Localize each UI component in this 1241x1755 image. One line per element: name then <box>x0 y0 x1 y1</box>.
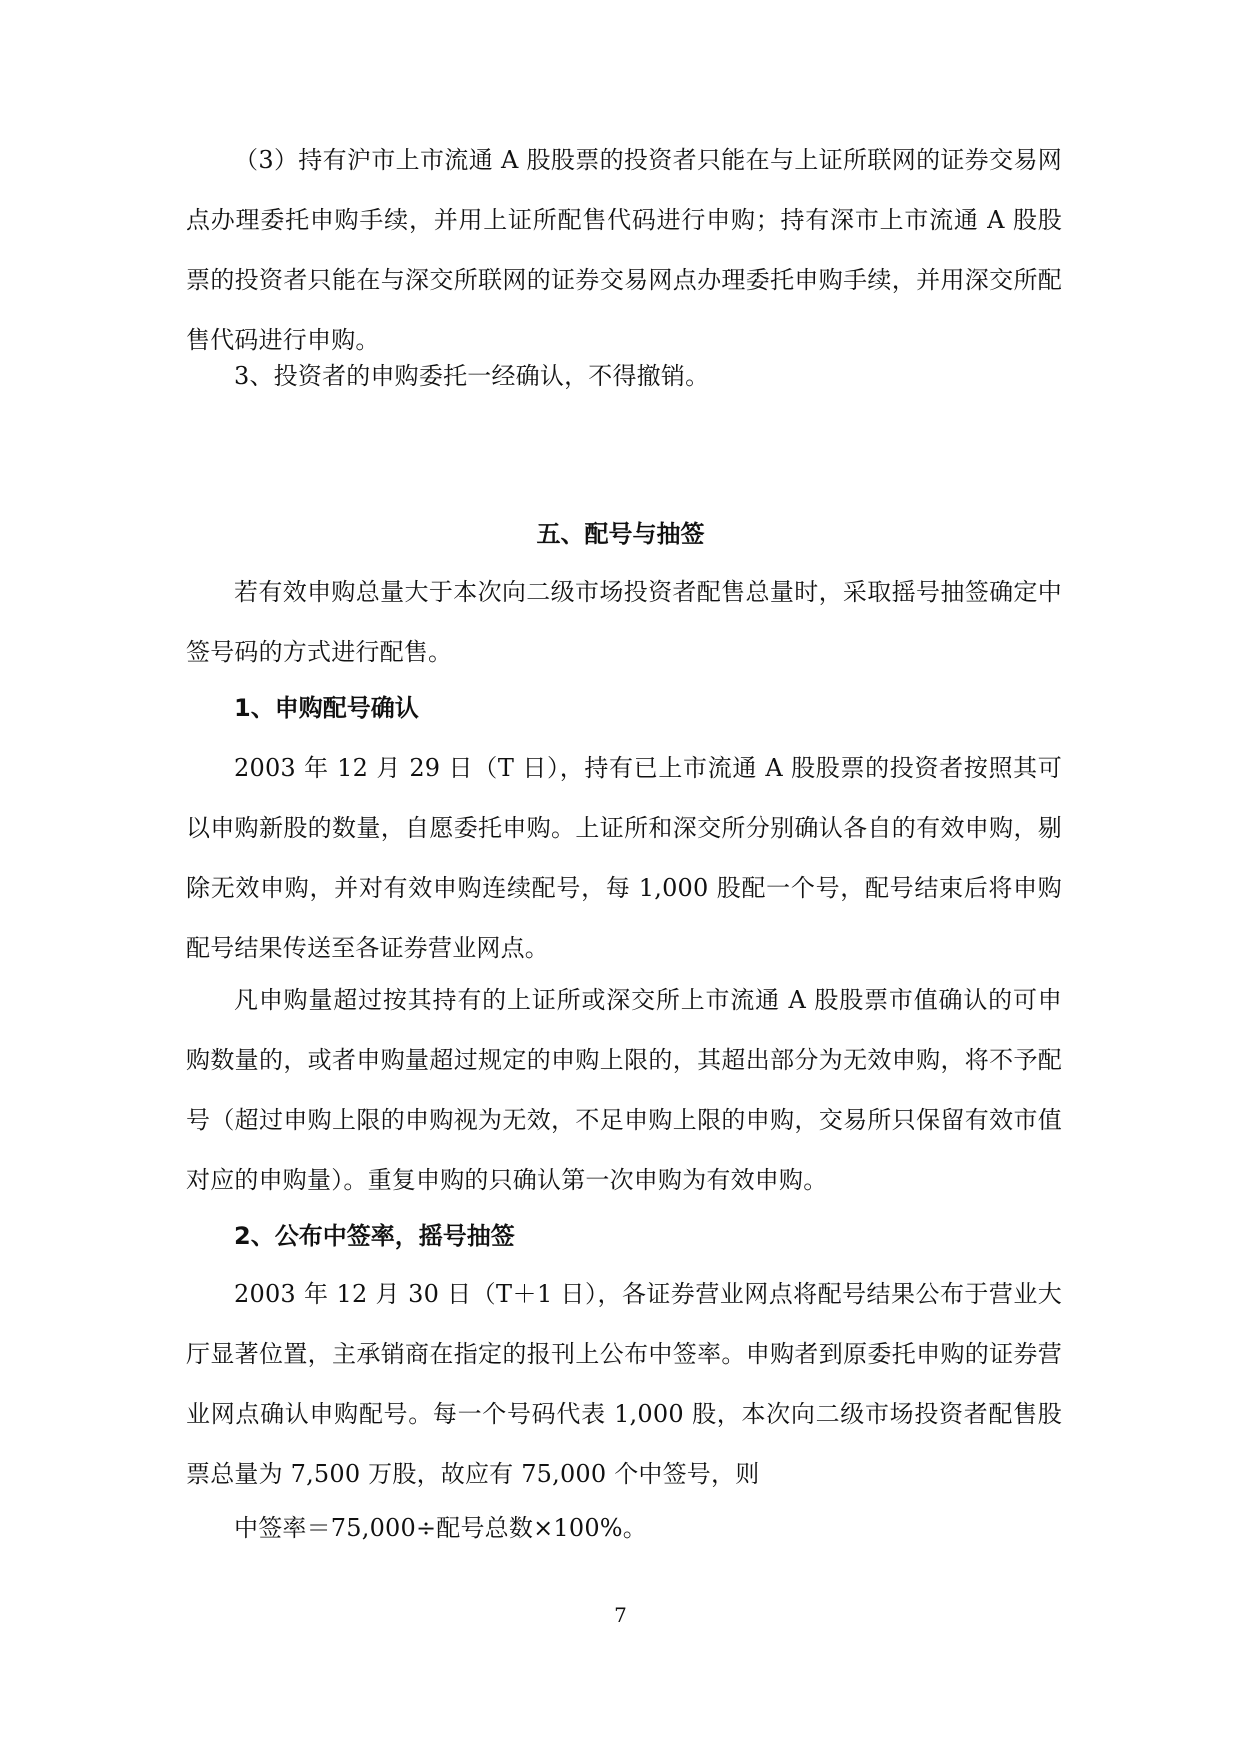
paragraph-allotment-process: 2003 年 12 月 29 日（T 日），持有已上市流通 A 股股票的投资者按照其可以申购新股的数量，自愿委托申购。上证所和深交所分别确认各自的有效申购，剔除无效申购，并对有效申购连续配号，每 1,000 股配一个号，配号结束后将申购配号结果传送至各证券营业网点。 <box>186 754 1062 962</box>
paragraph-subscription-channels: （3）持有沪市上市流通 A 股股票的投资者只能在与上证所联网的证券交易网点办理委托申购手续，并用上证所配售代码进行申购；持有深市上市流通 A 股股票的投资者只能在与深交所联网的证券交易网点办理委托申购手续，并用深交所配售代码进行申购。 <box>186 146 1062 354</box>
subheading-allotment-confirmation: 1、申购配号确认 <box>234 694 419 722</box>
paragraph-invalid-subscription: 凡申购量超过按其持有的上证所或深交所上市流通 A 股股票市值确认的可申购数量的，或者申购量超过规定的申购上限的，其超出部分为无效申购，将不予配号（超过申购上限的申购视为无效，不足申购上限的申购，交易所只保留有效市值对应的申购量）。重复申购的只确认第一次申购为有效申购。 <box>186 986 1062 1194</box>
paragraph-winning-rate-formula: 中签率＝75,000÷配号总数×100%。 <box>234 1514 648 1542</box>
section-title: 五、配号与抽签 <box>536 520 705 548</box>
subheading-winning-rate: 2、公布中签率，摇号抽签 <box>234 1222 515 1250</box>
paragraph-lottery-intro: 若有效申购总量大于本次向二级市场投资者配售总量时，采取摇号抽签确定中签号码的方式进行配售。 <box>186 578 1062 666</box>
page-number: 7 <box>614 1603 627 1627</box>
paragraph-winning-rate-announcement: 2003 年 12 月 30 日（T＋1 日），各证券营业网点将配号结果公布于营业大厅显著位置，主承销商在指定的报刊上公布中签率。申购者到原委托申购的证券营业网点确认申购配号。每一个号码代表 1,000 股，本次向二级市场投资者配售股票总量为 7,500 万股，故应有 75,000 个中签号，则 <box>186 1280 1062 1488</box>
paragraph-no-cancellation: 3、投资者的申购委托一经确认，不得撤销。 <box>234 362 710 390</box>
